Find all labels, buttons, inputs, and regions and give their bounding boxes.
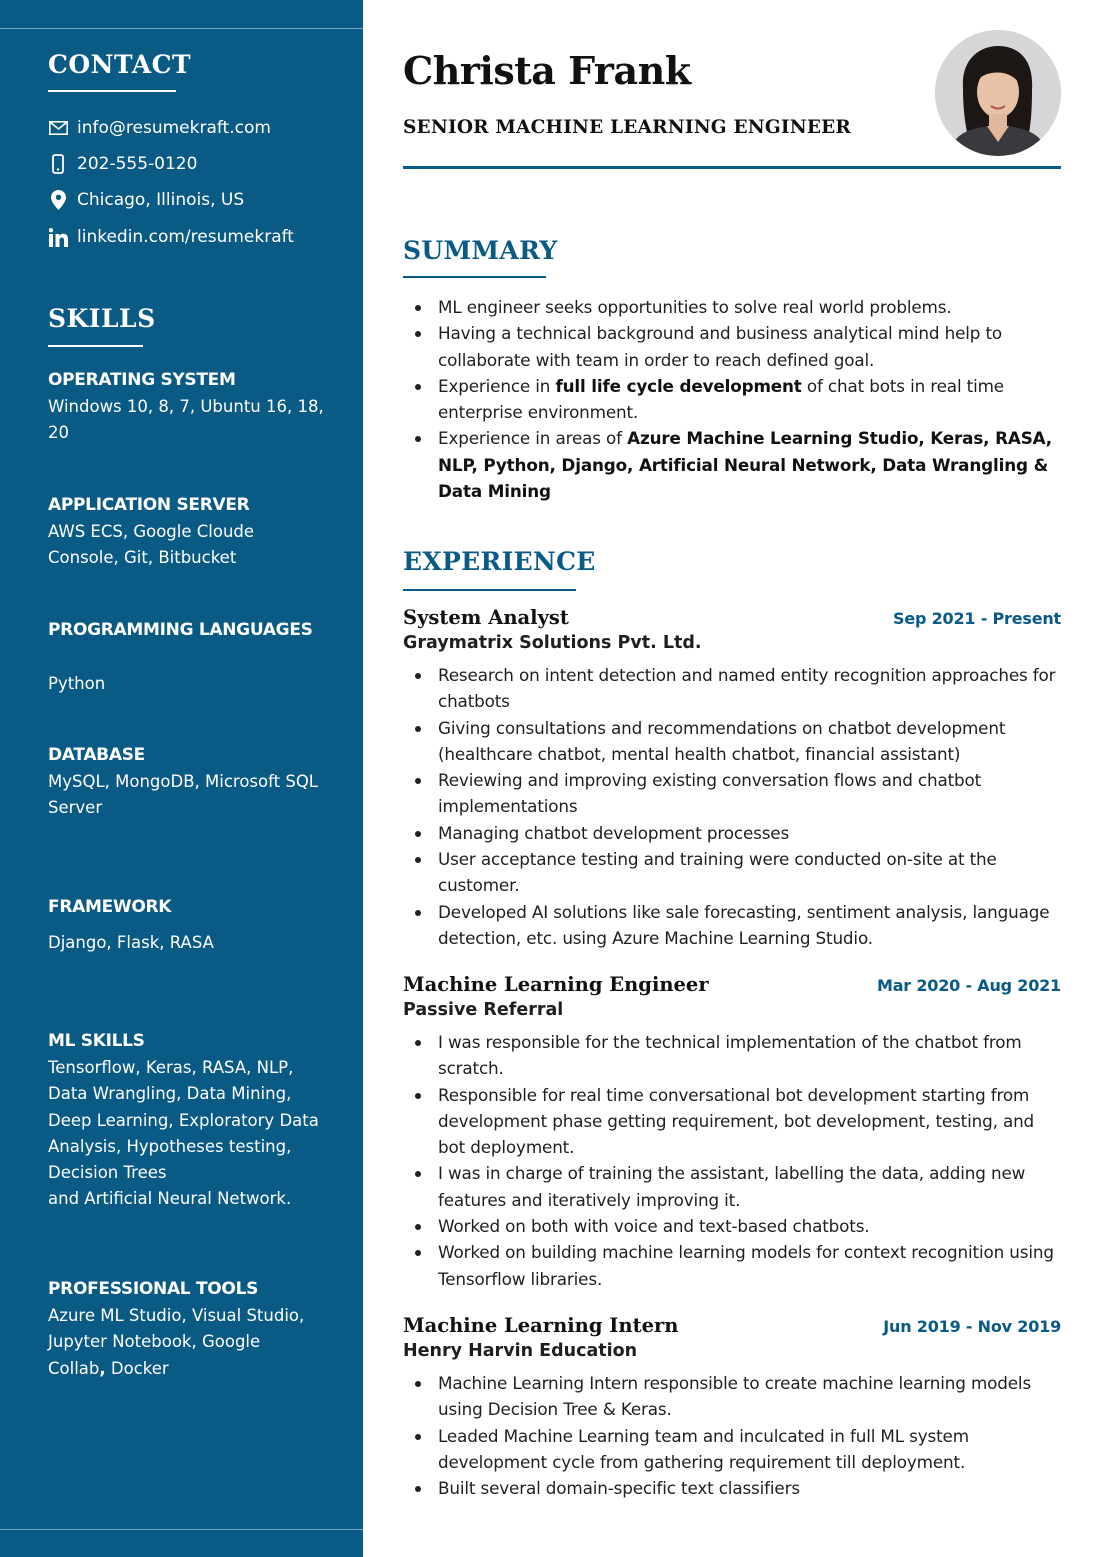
contact-email-text: info@resumekraft.com: [77, 118, 271, 138]
skill-title-programming-languages: PROGRAMMING LANGUAGES: [48, 620, 313, 640]
summary-list: [403, 294, 1063, 504]
list-item: Developed AI solutions like sale forecasting, sentiment analysis, language detection, etc. using Azure Machine Learning Studio.: [403, 899, 1063, 952]
skill-line: Data Wrangling, Data Mining,: [48, 1084, 292, 1104]
job-date: Mar 2020 - Aug 2021: [876, 976, 1061, 995]
skill-line: Analysis, Hypotheses testing,: [48, 1136, 292, 1156]
summary-fragment-bold: Azure Machine Learning Studio, Keras, RASA, NLP, Python, Django, Artificial Neural Network, Data Wrangling & Data Mining: [438, 428, 1053, 502]
list-item: [403, 373, 1063, 426]
skill-line: Tensorflow, Keras, RASA, NLP,: [48, 1058, 294, 1077]
skill-body-framework: Django, Flask, RASA: [48, 933, 214, 952]
summary-fragment: Experience in areas of: [438, 428, 628, 449]
skill-body-application-server: [48, 519, 343, 572]
skills-heading: SKILLS: [48, 304, 156, 333]
job-company: Henry Harvin Education: [403, 1341, 638, 1361]
job-company: Passive Referral: [403, 1000, 564, 1020]
summary-fragment: of chat bots in real time enterprise environment.: [438, 375, 1004, 423]
skill-fragment-bold: ,: [99, 1358, 106, 1378]
list-item: I was responsible for the technical implementation of the chatbot from scratch.: [403, 1029, 1063, 1082]
list-item: Having a technical background and business analytical mind help to collaborate with team in order to reach defined goal.: [403, 320, 1063, 373]
summary-heading-underline: [403, 276, 546, 278]
contact-email[interactable]: [48, 118, 271, 138]
candidate-name: Christa Frank: [403, 48, 691, 93]
location-pin-icon: [48, 190, 68, 210]
skill-title-application-server: APPLICATION SERVER: [48, 495, 250, 515]
job-title: System Analyst: [403, 606, 569, 629]
job-bullets: [403, 1029, 1063, 1292]
skill-title-framework: FRAMEWORK: [48, 897, 172, 917]
skill-line: Deep Learning, Exploratory Data: [48, 1110, 319, 1130]
header-divider: [403, 166, 1061, 169]
job-bullets: [403, 662, 1063, 951]
skill-title-database: DATABASE: [48, 745, 145, 765]
linkedin-icon: [48, 227, 68, 247]
skill-line: [48, 1356, 343, 1382]
skill-body-programming-languages: Python: [48, 674, 106, 693]
job-title: Machine Learning Intern: [403, 1314, 679, 1337]
job-date: Sep 2021 - Present: [893, 609, 1061, 628]
list-item: [403, 425, 1063, 504]
experience-heading: EXPERIENCE: [403, 547, 596, 576]
phone-icon: [48, 154, 68, 174]
contact-heading: CONTACT: [48, 50, 192, 79]
job-bullets: [403, 1370, 1063, 1501]
skill-line: Server: [48, 798, 103, 818]
skill-body-operating-system: Windows 10, 8, 7, Ubuntu 16, 18, 20: [48, 397, 324, 443]
skill-fragment: Collab: [48, 1358, 100, 1378]
skill-line: MySQL, MongoDB, Microsoft SQL: [48, 772, 319, 791]
skill-line: Decision Trees: [48, 1163, 167, 1183]
list-item: Worked on building machine learning models for context recognition using Tensorflow libraries.: [403, 1239, 1063, 1292]
list-item: Built several domain-specific text classifiers: [403, 1475, 1063, 1501]
skill-line: Azure ML Studio, Visual Studio,: [48, 1306, 305, 1325]
summary-heading: SUMMARY: [403, 236, 558, 265]
list-item: Giving consultations and recommendations on chatbot development (healthcare chatbot, mental health chatbot, financial assistant): [403, 715, 1063, 768]
list-item: Responsible for real time conversational bot development starting from development phase getting requirement, bot development, testing, and bot deployment.: [403, 1082, 1063, 1161]
skill-body-ml-skills: [48, 1055, 343, 1213]
skill-title-professional-tools: PROFESSIONAL TOOLS: [48, 1279, 259, 1299]
summary-fragment: Experience in: [438, 375, 556, 396]
list-item: Reviewing and improving existing conversation flows and chatbot implementations: [403, 767, 1063, 820]
sidebar-top-divider: [0, 28, 363, 29]
list-item: Machine Learning Intern responsible to create machine learning models using Decision Tree & Keras.: [403, 1370, 1063, 1423]
job-title: Machine Learning Engineer: [403, 973, 709, 996]
list-item: Leaded Machine Learning team and inculcated in full ML system development cycle from gathering requirement till deployment.: [403, 1423, 1063, 1476]
contact-phone-text: 202-555-0120: [77, 154, 198, 174]
skill-fragment: Docker: [105, 1358, 169, 1378]
contact-phone[interactable]: [48, 154, 197, 174]
skill-body-professional-tools: [48, 1303, 343, 1382]
sidebar-bottom-divider: [0, 1529, 363, 1530]
contact-location: [48, 190, 244, 210]
envelope-icon: [48, 118, 68, 138]
profile-photo: [935, 30, 1061, 156]
skill-line: Console, Git, Bitbucket: [48, 548, 237, 568]
skill-line: and Artificial Neural Network.: [48, 1189, 292, 1209]
list-item: I was in charge of training the assistant, labelling the data, adding new features and iteratively improving it.: [403, 1160, 1063, 1213]
list-item: Research on intent detection and named entity recognition approaches for chatbots: [403, 662, 1063, 715]
job-date: Jun 2019 - Nov 2019: [883, 1317, 1061, 1336]
candidate-role: SENIOR MACHINE LEARNING ENGINEER: [403, 117, 851, 138]
skills-heading-underline: [48, 345, 143, 347]
experience-heading-underline: [403, 589, 576, 591]
skill-line: Jupyter Notebook, Google: [48, 1332, 261, 1352]
list-item: Worked on both with voice and text-based chatbots.: [403, 1213, 1063, 1239]
list-item: ML engineer seeks opportunities to solve real world problems.: [403, 294, 1063, 320]
contact-linkedin[interactable]: [48, 227, 294, 247]
contact-heading-underline: [48, 90, 176, 92]
skill-line: AWS ECS, Google Cloude: [48, 522, 255, 541]
skill-title-ml-skills: ML SKILLS: [48, 1031, 145, 1051]
summary-fragment-bold: full life cycle development: [555, 375, 802, 396]
skill-body-database: [48, 769, 343, 822]
skill-title-operating-system: OPERATING SYSTEM: [48, 370, 236, 390]
contact-linkedin-text: linkedin.com/resumekraft: [77, 227, 294, 247]
sidebar: [0, 0, 363, 1557]
job-company: Graymatrix Solutions Pvt. Ltd.: [403, 633, 702, 653]
contact-location-text: Chicago, Illinois, US: [77, 190, 245, 210]
list-item: User acceptance testing and training were conducted on-site at the customer.: [403, 846, 1063, 899]
list-item: Managing chatbot development processes: [403, 820, 1063, 846]
